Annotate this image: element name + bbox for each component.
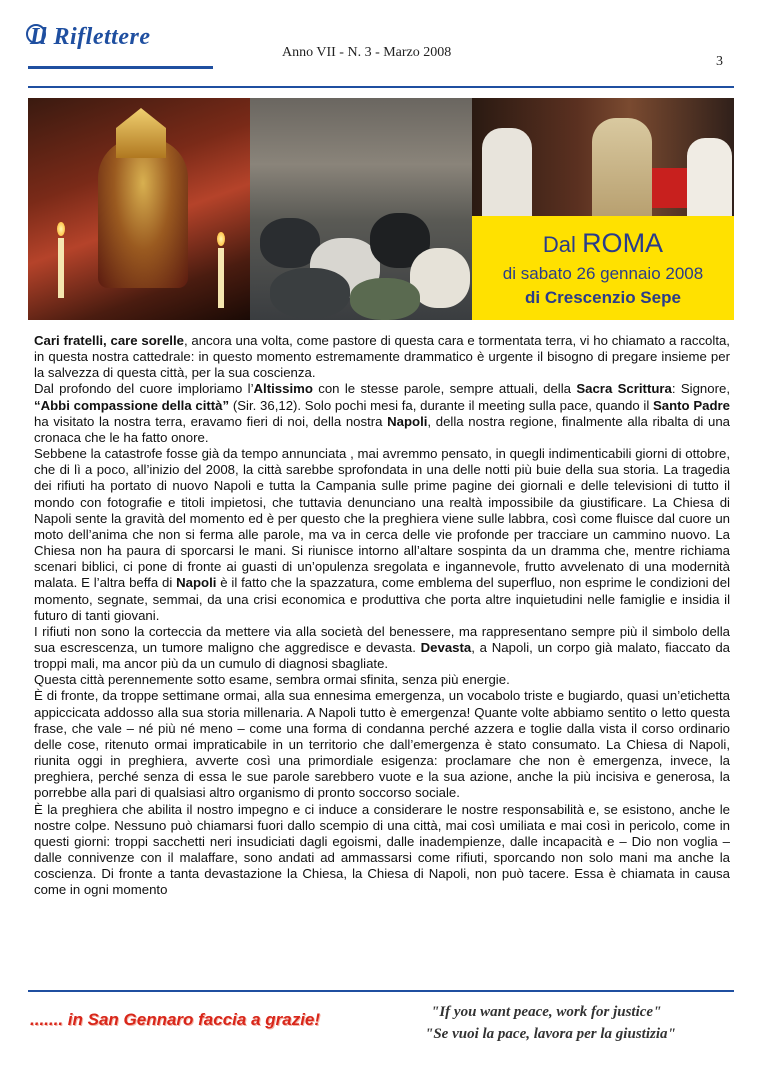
article-paragraph bbox=[34, 688, 730, 801]
bold-text-run: Napoli bbox=[387, 413, 428, 429]
text-run: Questa città perennemente sotto esame, sembra ormai sfinita, senza più energie. bbox=[34, 672, 510, 688]
issue-info: Anno VII - N. 3 - Marzo 2008 bbox=[282, 45, 452, 60]
bold-text-run: Napoli bbox=[176, 575, 217, 591]
red-book bbox=[652, 168, 692, 208]
bold-text-run: Santo Padre bbox=[652, 397, 730, 413]
article-paragraph bbox=[34, 446, 730, 624]
page-number: 3 bbox=[716, 54, 723, 69]
text-run: : Signore, bbox=[671, 381, 730, 397]
text-run: con le stesse parole, sempre attuali, della bbox=[312, 381, 577, 397]
text-run: È di fronte, da troppe settimane ormai, alla sua ennesima emergenza, un vocabolo triste e bugiardo, quasi un’etichetta appiccicata addosso alla sua storia millenaria. A Napoli tutto è emergenza! Quante volte abbiamo sentito o letto questa frase, che vale – né più né meno – come una forma di condanna perché azzera e toglie dalla vista il corso ordinario delle cose, ritenuto ormai impraticabile in un territorio che dall’emergenza è stato consumato. La Chiesa di Napoli, riunita oggi in preghiera, avverte così una primordiale esigenza: proclamare che non è emergenza, invece, la preghiera, perché senza di essa le sue parole sarebbero vuote e la sua azione, anche la più incisiva e generosa, la porrebbe alla pari di qualsiasi altro organismo di pronto soccorso sociale. bbox=[34, 688, 730, 801]
text-run: , a Napoli, un corpo già malato, fiaccato da troppi mali, ma ancor più da un cumulo di diagnosi sbagliate. bbox=[34, 639, 730, 672]
footer-divider bbox=[28, 990, 734, 992]
footer-quote-english: "If you want peace, work for justice" bbox=[431, 1004, 662, 1020]
text-run: , ancora una volta, come pastore di questa cara e tormentata terra, vi ho chiamato a raccolta, in questa nostra cattedrale: in questo momento estremamente drammatico è urgente il bisogno di pregare insieme per la salvezza di questa città, per la sua coscienza. bbox=[34, 333, 730, 381]
bold-text-run: Devasta bbox=[420, 639, 472, 655]
article-paragraph bbox=[34, 381, 730, 446]
saint-statue-photo bbox=[28, 98, 250, 320]
bold-text-run: Cari fratelli, care sorelle bbox=[34, 333, 184, 348]
text-run: è il fatto che la spazzatura, come emblema del superfluo, non esprime le condizioni del momento, segnate, semmai, da una crisi economica e produttiva che porta altre inquietudini nelle famiglie e insidia il futuro di tanti giovani. bbox=[34, 575, 730, 623]
caption-prefix: Dal bbox=[542, 232, 576, 257]
bold-text-run: Sacra Scrittura bbox=[576, 381, 672, 397]
footer-slogan: ....... in San Gennaro faccia a grazie! bbox=[30, 1010, 321, 1029]
banner-caption bbox=[472, 216, 734, 320]
article-paragraph bbox=[34, 333, 730, 381]
logo-underline bbox=[28, 66, 213, 69]
priest-figure bbox=[687, 138, 732, 216]
text-run: ha visitato la nostra terra, eravamo fieri di noi, della nostra bbox=[34, 413, 388, 429]
statue-figure bbox=[98, 138, 188, 288]
text-run: , della nostra regione, finalmente alla ribalta di una cronaca che le ha fatto onore. bbox=[34, 413, 730, 445]
caption-date: di sabato 26 gennaio 2008 bbox=[502, 264, 704, 283]
flame-icon bbox=[217, 232, 225, 246]
article-paragraph bbox=[34, 802, 730, 899]
flame-icon bbox=[57, 222, 65, 236]
text-run: È la preghiera che abilita il nostro impegno e ci induce a considerare le nostre responsabilità e, se esistono, anche le nostre colpe. Nessuno può chiamarsi fuori dallo scempio di una città, mai così umiliata e mai così in pericolo, come in questi giorni: troppi sacchetti neri insudiciati dagli egoismi, dalle inadempienze, dalle incapacità e – Dio non voglia – dalle connivenze con il malaffare, sono andati ad ammassarsi come rifiuti, sporcando non solo mani ma anche la coscienza. Di fronte a tanta devastazione la Chiesa, la Chiesa di Napoli, non può tacere. Essa è chiamata in causa come in ogni momento bbox=[34, 801, 730, 898]
text-run: Dal profondo del cuore imploriamo l’ bbox=[34, 381, 254, 397]
text-run: I rifiuti non sono la corteccia da mettere via alla società del benessere, ma rappresentano sempre più il simbolo della sua escrescenza, un tumore maligno che aggredisce e devasta. bbox=[34, 623, 730, 655]
garbage-street-photo bbox=[250, 98, 472, 320]
text-run: Sebbene la catastrofe fosse già da tempo annunciata , mai avremmo pensato, in quegli indimenticabili giorni di ottobre, che di lì a poco, all’inizio del 2008, la città sarebbe sprofondata in una delle notti più buie della sua storia. La tragedia dei rifiuti ha portato di nuovo Napoli e tutta la Campania sulle prime pagine dei giornali e delle televisioni di tutto il mondo con fotografie e titoli impietosi, che tuttavia denunciano una realtà impossibile da giustificare. La Chiesa di Napoli sente la gravità del momento ed è per questo che la preghiera viene sulle labbra, così come fluisce dal cuore un moto dell’anima che non si ferma alle parole, ma va in cerca delle vie profonde per tracciare un cammino nuovo. La Chiesa non ha paura di sporcarsi le mani. Si riunisce intorno all’altare sospinta da un dramma che, mentre richiama scenari biblici, ci pone di fronte ai guasti di un’opulenza sregolata e ingannevole, frutto avvelenato di una modernità malata. E l’altra beffa di bbox=[34, 446, 730, 591]
candle-icon bbox=[218, 248, 224, 308]
candle-icon bbox=[58, 238, 64, 298]
cardinal-mass-photo bbox=[472, 98, 734, 216]
mitre-shape bbox=[116, 108, 166, 158]
newspaper-logo: Il Riflettere bbox=[30, 24, 151, 50]
article-paragraph bbox=[34, 624, 730, 672]
article-body bbox=[34, 333, 730, 898]
garbage-bag bbox=[270, 268, 350, 318]
bold-text-run: “Abbi compassione della città” bbox=[34, 397, 230, 413]
cardinal-figure bbox=[592, 118, 652, 216]
priest-figure bbox=[482, 128, 532, 216]
banner-photos bbox=[28, 98, 734, 320]
caption-line-1 bbox=[472, 228, 734, 259]
caption-city: ROMA bbox=[582, 228, 664, 258]
article-paragraph bbox=[34, 672, 730, 688]
garbage-bag bbox=[350, 278, 420, 320]
bold-text-run: Altissimo bbox=[253, 381, 313, 397]
text-run: (Sir. 36,12). Solo pochi mesi fa, durante il meeting sulla pace, quando il bbox=[229, 397, 653, 413]
footer-quote-italian: "Se vuoi la pace, lavora per la giustizia" bbox=[425, 1026, 676, 1042]
caption-author: di Crescenzio Sepe bbox=[525, 288, 681, 307]
header-divider bbox=[28, 86, 734, 88]
